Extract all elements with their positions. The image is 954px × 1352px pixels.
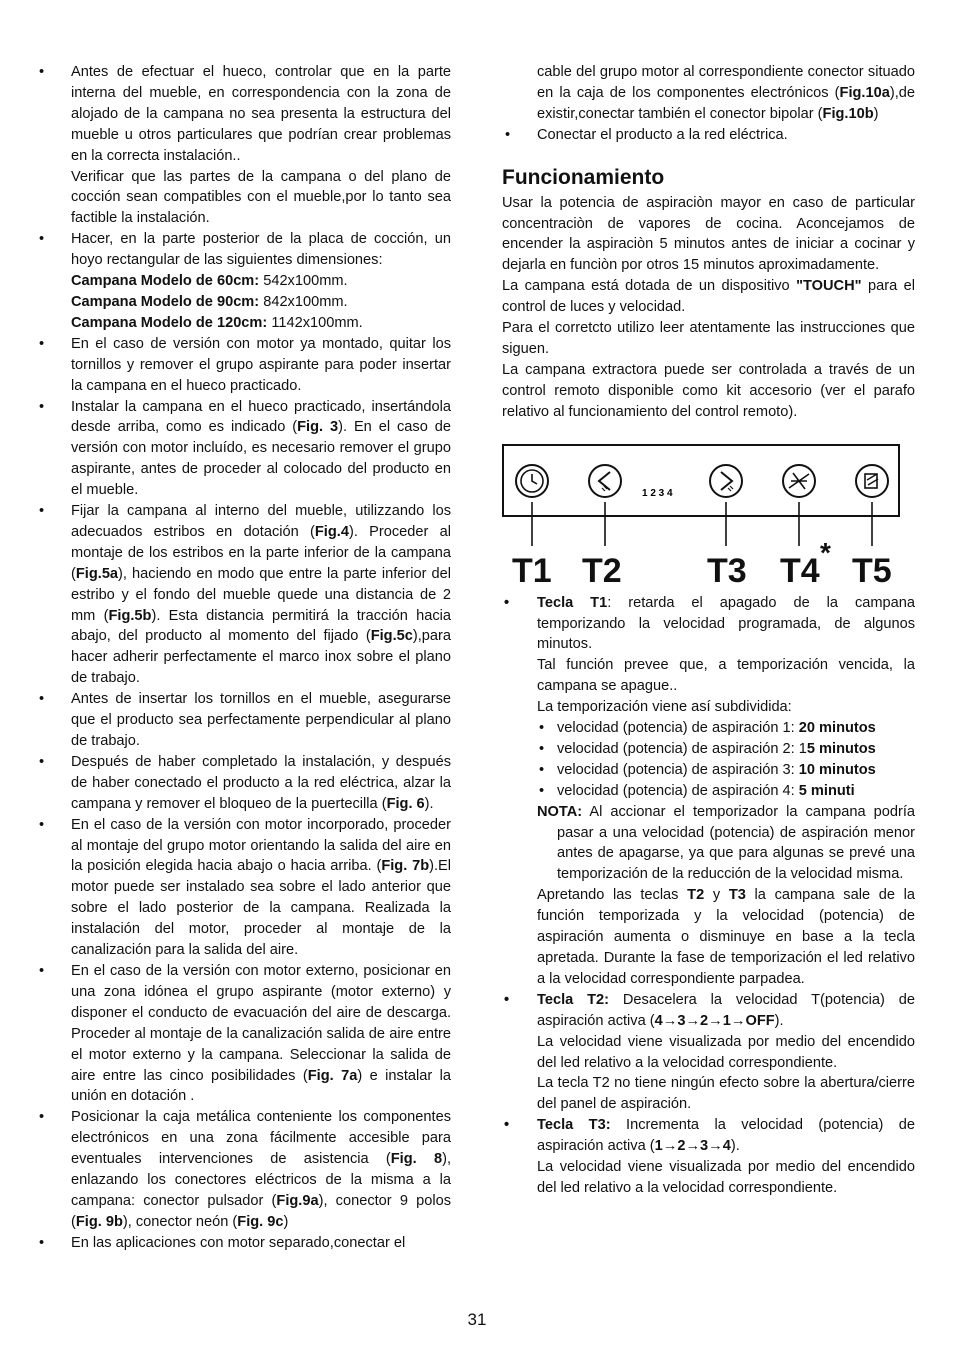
speed-timer-item: • velocidad (potencia) de aspiración 1: 20 minutos <box>539 720 876 737</box>
list-item: • En el caso de versión con motor ya montado, quitar los tornillos y remover el grupo aspirante para poder insertar la campana en el hueco practicado. <box>36 334 451 397</box>
key-t2-item: • Tecla T2: Desacelera la velocidad T(potencia) de aspiración activa (4→3→2→1→OFF). La velocidad viene visualizada por medio del encendido del led relativo a la velocidad correspondiente. La tecla T2 no tiene ningún efecto sobre la abertura/cierre del panel de aspiración. <box>504 991 916 1113</box>
light-icon <box>783 465 815 497</box>
list-item: • Instalar la campana en el hueco practicado, insertándola desde arriba, como es indicado (Fig. 3). En el caso de versión con motor incluído, es necesario remover el grupo aspirante, antes de proceder al colocado del producto en el mueble. <box>36 397 451 502</box>
list-item: • Antes de insertar los tornillos en el mueble, asegurarse que el producto sea perfectamente perpendicular al plano de trabajo. <box>36 689 451 752</box>
item-text: En el caso de la versión con motor externo, posicionar en una zona idónea el grupo aspirante (motor externo) y disponer el conducto de evacuación del aire de descarga. Proceder al montaje de la canalización salida de aire entre el motor externo y la campana. Seleccionar la salida de aire entre las cinco posibilidades (Fig. 7a) e instalar la unión en dotación . <box>71 962 451 1105</box>
speed-timer-item: • velocidad (potencia) de aspiración 3: 10 minutos <box>539 761 876 778</box>
item-text: En el caso de la versión con motor incorporado, proceder al montaje del grupo motor orientando la salida del aire en la posición elegida hacia abajo o hacia arriba. (Fig. 7b).El motor puede ser instalado sea sobre el lado anterior que sobre el lado posterior de la campana. Realizada la instalación del motor, proceder al montaje de la canalización para la salida del aire. <box>71 816 452 959</box>
paragraph: La campana extractora puede ser controlada a través de un control remoto disponible como kit accesorio (ver el parafo relativo al funcionamiento del control remoto). <box>502 361 915 420</box>
item-text: Posicionar la caja metálica conteniente los componentes electrónicos en una zona fácilmente accesible para eventuales intervenciones de asistencia (Fig. 8), enlazando los conectores eléctricos de la misma a la campana: conector pulsador (Fig.9a), conector 9 polos (Fig. 9b), conector neón (Fig. 9c) <box>71 1109 451 1230</box>
label-t2: T2 <box>582 551 622 590</box>
section-heading: Funcionamiento <box>502 165 665 189</box>
speed-down-icon <box>589 465 621 497</box>
continued-item: cable del grupo motor al correspondiente conector situado en la caja de los componentes electrónicos (Fig.10a),de existir,conectar también el conector bipolar (Fig.10b) <box>537 64 915 122</box>
item-text: Antes de insertar los tornillos en el mueble, asegurarse que el producto sea perfectamente perpendicular al plano de trabajo. <box>71 691 451 749</box>
dimension-120: Campana Modelo de 120cm: 1142x100mm. <box>71 314 363 331</box>
speed-timer-item: • velocidad (potencia) de aspiración 2: 15 minutos <box>539 740 876 757</box>
item-text: Verificar que las partes de la campana o del plano de cocción sean compatibles con el mueble,por lo tanto sea factible la instalación. <box>71 168 451 227</box>
dimension-60: Campana Modelo de 60cm: 542x100mm. <box>71 273 348 290</box>
item-text: En el caso de versión con motor ya montado, quitar los tornillos y remover el grupo aspirante para poder insertar la campana en el hueco practicado. <box>71 335 451 394</box>
paragraph: La campana está dotada de un dispositivo "TOUCH" para el control de luces y velocidad. <box>502 278 915 316</box>
list-item: • En las aplicaciones con motor separado,conectar el <box>36 1233 451 1254</box>
item-text: Antes de efectuar el hueco, controlar que en la parte interna del mueble, en correspondencia con la zona de alojado de la campana no sea presenta la estructura del mueble u otros particulares que podrían crear problemas en la correcta instalación.. <box>71 64 451 164</box>
dimension-90: Campana Modelo de 90cm: 842x100mm. <box>71 293 348 310</box>
list-item: • Antes de efectuar el hueco, controlar que en la parte interna del mueble, en correspondencia con la zona de alojado de la campana no sea presenta la estructura del mueble u otros particulares que podrían crear problemas en la correcta instalación.. Verificar que las partes de la campana o del plano de cocción sean compatibles con el mueble,por lo tanto sea factible la instalación. <box>36 62 451 229</box>
list-item: • Después de haber completado la instalación, y después de haber conectado el producto a la red eléctrica, alzar la campana y remover el bloqueo de la puertecilla (Fig. 6). <box>36 752 451 815</box>
label-t4: T4 <box>780 551 820 590</box>
list-item: • En el caso de la versión con motor incorporado, proceder al montaje del grupo motor orientando la salida del aire en la posición elegida hacia abajo o hacia arriba. (Fig. 7b).El motor puede ser instalado sea sobre el lado anterior que sobre el lado posterior de la campana. Realizada la instalación del motor, proceder al montaje de la canalización para la salida del aire. <box>36 815 451 961</box>
speed-led-labels: 1 2 3 4 <box>642 487 673 499</box>
list-item: • En el caso de la versión con motor externo, posicionar en una zona idónea el grupo aspirante (motor externo) y disponer el conducto de evacuación del aire de descarga. Proceder al montaje de la canalización salida de aire entre el motor externo y la campana. Seleccionar la salida de aire entre las cinco posibilidades (Fig. 7a) e instalar la unión en dotación . <box>36 961 451 1107</box>
page-number: 31 <box>467 1310 487 1329</box>
label-t1: T1 <box>512 551 552 590</box>
list-item: • Hacer, en la parte posterior de la placa de cocción, un hoyo rectangular de las siguientes dimensiones: Campana Modelo de 60cm: 542x100mm. Campana Modelo de 90cm: 842x100mm. Campana Modelo de 120cm: 1142x100mm. <box>36 229 451 334</box>
speed-timer-item: • velocidad (potencia) de aspiración 4: 5 minuti <box>539 782 855 799</box>
paragraph: Para el corretcto utilizo leer atentamente las instrucciones que siguen. <box>502 320 915 357</box>
asterisk: * <box>820 536 831 568</box>
list-item: • Conectar el producto a la red eléctrica. <box>505 126 788 143</box>
control-panel-diagram <box>502 444 900 591</box>
list-item: • Posicionar la caja metálica conteniente los componentes electrónicos en una zona fácilmente accesible para eventuales intervenciones de asistencia (Fig. 8), enlazando los conectores eléctricos de la misma a la campana: conector pulsador (Fig.9a), conector 9 polos (Fig. 9b), conector neón (Fig. 9c) <box>36 1107 451 1232</box>
label-t5: T5 <box>852 551 892 590</box>
touch-control-panel-figure <box>502 444 900 591</box>
list-item: • Fijar la campana al interno del mueble, utilizzando los adecuados estribos en dotación (Fig.4). Proceder al montaje de los estribos en la parte inferior de la campana (Fig.5a), haciendo en modo que entre la parte inferior del estribo y el fondo del mueble quede una distancia de 2 mm (Fig.5b). Esta distancia permitirá la tracción hacia abajo, del producto al momento del fijado (Fig.5c),para hacer adherir perfectamente el marco inox sobre el plano de trabajo. <box>36 501 451 689</box>
item-text: Fijar la campana al interno del mueble, utilizzando los adecuados estribos en dotación (Fig.4). Proceder al montaje de los estribos en la parte inferior de la campana (Fig.5a), haciendo en modo que entre la parte inferior del estribo y el fondo del mueble quede una distancia de 2 mm (Fig.5b). Esta distancia permitirá la tracción hacia abajo, del producto al momento del fijado (Fig.5c),para hacer adherir perfectamente el marco inox sobre el plano de trabajo. <box>71 503 451 687</box>
paragraph: Usar la potencia de aspiraciòn mayor en caso de particular concentraciòn de vapores de cocina. Aconcejamos de encender la aspiraciòn 5 minutos antes de iniciar a cocinar y dejarla en funciòn por otros 15 minutos aproximadamente. <box>502 194 915 274</box>
item-text: En las aplicaciones con motor separado,conectar el <box>71 1234 406 1251</box>
left-column <box>36 62 451 1254</box>
right-column <box>502 62 915 1199</box>
key-t1-item: • Tecla T1: retarda el apagado de la campana temporizando la velocidad programada, de algunos minutos. Tal función prevee que, a temporización vencida, la campana se apague.. La temporización viene así subdividida: • velocidad (potencia) de aspiración 1: 20 minutos • velocidad (potencia) de aspiración 2: 15 minutos • velocidad (potencia) de aspiración 3: 10 minutos • velocidad (potencia) de aspiración 4: 5 minuti NOTA: Al accionar el temporizador la campana podría pasar a una velocidad (potencia) de aspiración menor antes de apagarse, ya que para algunas se prevé una temporización de la reducción de la velocidad misma. Apretando las teclas T2 y T3 la campana sale de la función temporizada y la velocidad (potencia) de aspiración aumenta o disminuye en base a la tecla apretada. Durante la fase de temporización el led relativo a la velocidad correspondiente parpadea. <box>504 594 916 987</box>
key-t3-item: • Tecla T3: Incrementa la velocidad (potencia) de aspiración activa (1→2→3→4). La velocidad viene visualizada por medio del encendido del led relativo a la velocidad correspondiente. <box>504 1117 915 1196</box>
panel-open-close-icon <box>856 465 888 497</box>
item-text: Hacer, en la parte posterior de la placa de cocción, un hoyo rectangular de las siguientes dimensiones: <box>71 231 451 269</box>
note: NOTA: Al accionar el temporizador la campana podría pasar a una velocidad (potencia) de aspiración menor antes de apagarse, ya que para algunas se prevé una temporización de la reducción de la velocidad misma. <box>537 803 915 883</box>
timer-clock-icon <box>516 465 548 497</box>
item-text: Instalar la campana en el hueco practicado, insertándola desde arriba, como es indicado (Fig. 3). En el caso de versión con motor incluído, es necesario remover el grupo aspirante, antes de proceder al colocado del producto en el mueble. <box>71 398 451 499</box>
speed-up-icon <box>710 465 742 497</box>
item-text: Después de haber completado la instalación, y después de haber conectado el producto a la red eléctrica, alzar la campana y remover el bloqueo de la puertecilla (Fig. 6). <box>71 753 451 812</box>
label-t3: T3 <box>707 551 747 590</box>
